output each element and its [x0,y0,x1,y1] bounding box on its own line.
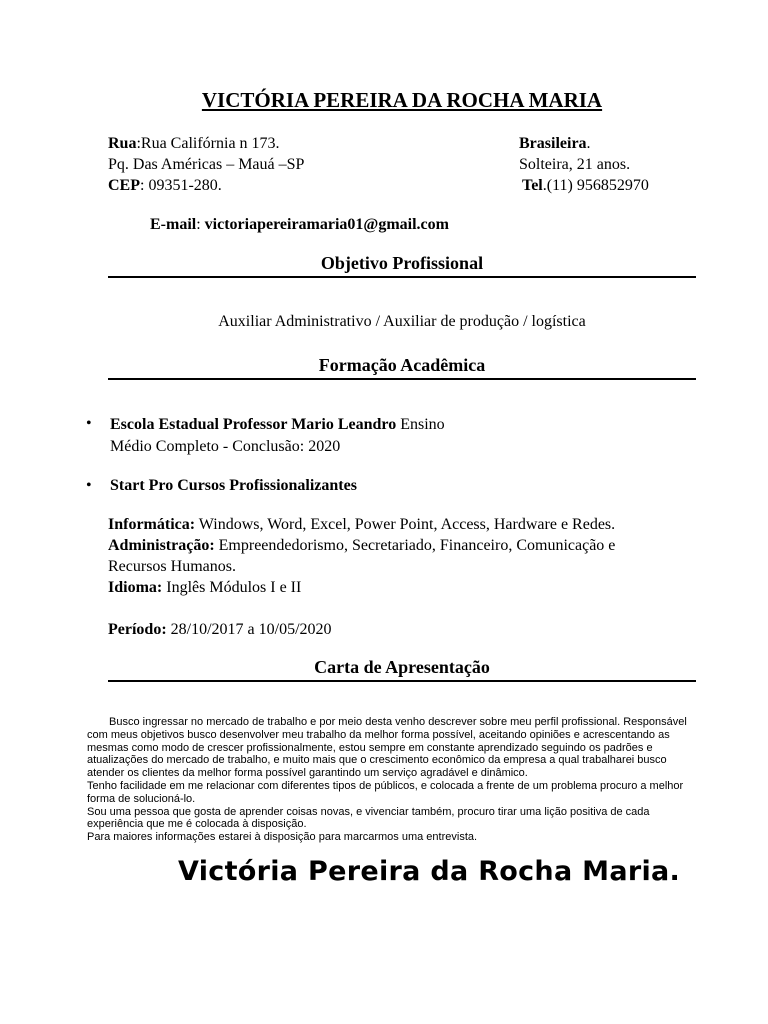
administracao-value: Empreendedorismo, Secretariado, Financeiro, Comunicação e [214,537,616,554]
letter-paragraph: Para maiores informações estarei à disposição para marcarmos uma entrevista. [87,831,478,844]
email-label: E-mail [150,216,197,233]
address-street [108,133,280,154]
school-name: Escola Estadual Professor Mario Leandro [110,416,397,433]
nationality [519,133,591,154]
email-separator: : [196,216,205,233]
letter-divider [108,680,696,682]
phone-value: .(11) 956852970 [542,177,649,194]
periodo-line [108,619,332,640]
education-heading: Formação Acadêmica [318,355,486,375]
administracao-line [108,535,615,556]
letter-paragraph: Tenho facilidade em me relacionar com diferentes tipos de públicos, e colocada a frente de um problema procuro a melhor forma de solucioná-lo. [87,779,684,805]
school-line-2: Médio Completo - Conclusão: 2020 [110,438,341,455]
bullet-icon: • [86,477,92,494]
email-value[interactable]: victoriapereiramaria01@gmail.com [204,216,449,233]
school-rest: Ensino [396,416,445,433]
letter-heading: Carta de Apresentação [314,657,490,677]
objective-text: Auxiliar Administrativo / Auxiliar de produção / logística [218,313,586,330]
cover-letter [87,716,707,844]
informatica-line [108,514,615,535]
informatica-label: Informática: [108,516,196,533]
street-label: Rua [108,135,137,152]
civil-status: Solteira, 21 anos. [519,156,631,173]
email-line [150,214,449,235]
idioma-line [108,577,301,598]
course-name: Start Pro Cursos Profissionalizantes [110,477,357,494]
administracao-label: Administração: [108,537,215,554]
nationality-suffix: . [586,135,591,152]
periodo-value: 28/10/2017 a 10/05/2020 [166,621,332,638]
objective-heading: Objetivo Profissional [320,253,484,273]
signature: Victória Pereira da Rocha Maria. [178,856,681,887]
bullet-icon: • [86,415,92,432]
cep-value: : 09351-280. [140,177,222,194]
phone-label: Tel [522,177,543,194]
resume-name-title: VICTÓRIA PEREIRA DA ROCHA MARIA [201,88,603,112]
periodo-label: Período: [108,621,167,638]
cep-label: CEP [108,177,140,194]
letter-paragraph: Busco ingressar no mercado de trabalho e por meio desta venho descrever sobre meu perfil profissional. Responsável com meus objetivos busco desenvolver meu trabalho da melhor forma possível, aceitando opiniões e acrescentando as mesmas como modo de crescer profissionalmente, estou sempre em constante aprendizado seguindo os padrões e atualizações do mercado de trabalho, e muito mais que o crescimento econômico da empresa a qual trabalharei busco atender os clientes da melhor forma possível garantindo um serviço agradável e dinâmico. [87,716,687,780]
education-divider [108,378,696,380]
school-line-1 [110,414,445,435]
address-neighborhood: Pq. Das Américas – Mauá –SP [108,156,305,173]
address-cep [108,175,222,196]
nationality-value: Brasileira [519,135,587,152]
objective-divider [108,276,696,278]
street-value: :Rua Califórnia n 173. [136,135,280,152]
idioma-label: Idioma: [108,579,163,596]
letter-paragraph: Sou uma pessoa que gosta de aprender coisas novas, e vivenciar também, procuro tirar uma lição positiva de cada experiência que me é colocada à disposição. [87,805,650,831]
administracao-line-2: Recursos Humanos. [108,558,236,575]
phone [522,175,649,196]
idioma-value: Inglês Módulos I e II [162,579,302,596]
informatica-value: Windows, Word, Excel, Power Point, Access, Hardware e Redes. [195,516,616,533]
